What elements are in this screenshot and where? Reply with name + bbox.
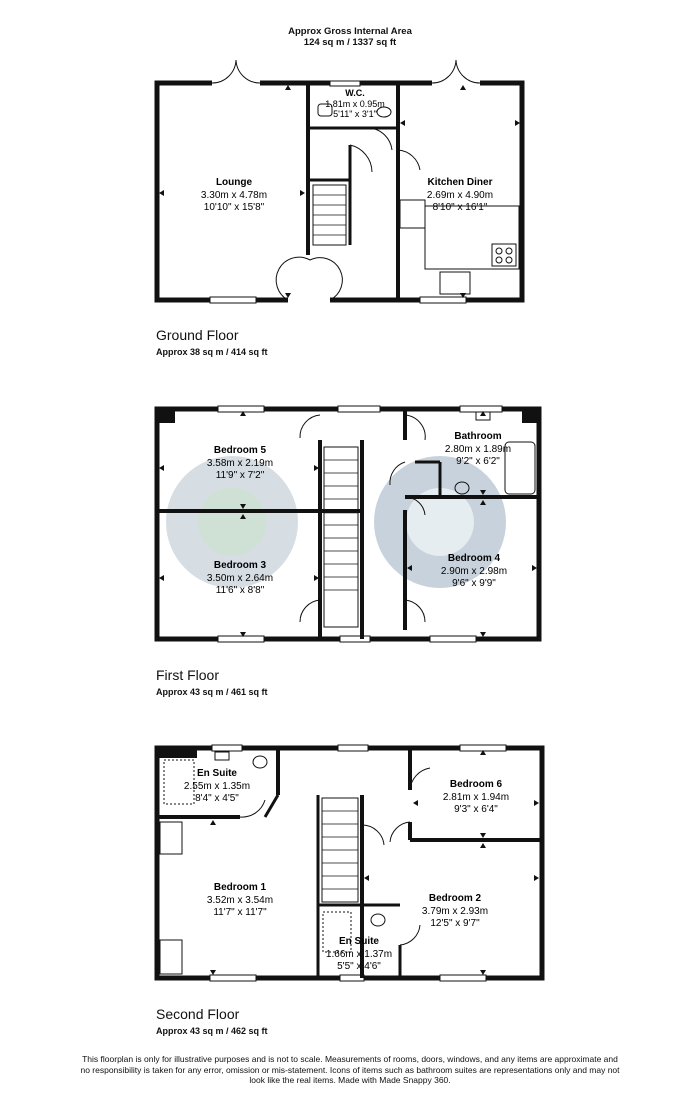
room-name: Bedroom 6 xyxy=(449,779,503,790)
room-name: Bedroom 1 xyxy=(213,882,267,893)
room-metric: 2.69m x 4.90m xyxy=(426,190,494,201)
room-metric: 2.81m x 1.94m xyxy=(442,792,510,803)
room-name: Bathroom xyxy=(454,431,502,442)
room-imperial: 9'2" x 6'2" xyxy=(456,456,500,467)
room-imperial: 8'10" x 16'1" xyxy=(432,202,488,213)
room-metric: 2.55m x 1.35m xyxy=(183,781,251,792)
room-name: Bedroom 2 xyxy=(428,893,482,904)
gross-area-title: Approx Gross Internal Area xyxy=(288,26,412,37)
room-imperial: 5'5" x 4'6" xyxy=(337,961,381,972)
room-name: W.C. xyxy=(345,88,365,98)
gross-area-value: 124 sq m / 1337 sq ft xyxy=(303,37,397,48)
floor-area: Approx 43 sq m / 461 sq ft xyxy=(156,687,268,697)
room-imperial: 11'7" x 11'7" xyxy=(213,907,267,918)
room-imperial: 12'5" x 9'7" xyxy=(430,918,480,929)
room-imperial: 9'3" x 6'4" xyxy=(454,804,498,815)
room-metric: 1.66m x 1.37m xyxy=(325,949,393,960)
room-imperial: 9'6" x 9'9" xyxy=(452,578,496,589)
room-imperial: 11'9" x 7'2" xyxy=(215,470,265,481)
floor-title: Second Floor xyxy=(156,1006,240,1022)
floor-area: Approx 38 sq m / 414 sq ft xyxy=(156,347,268,357)
room-name: Lounge xyxy=(215,177,253,188)
floor-area: Approx 43 sq m / 462 sq ft xyxy=(156,1026,268,1036)
disclaimer: This floorplan is only for illustrative purposes and is not to scale. Measurements of rooms, doors, windows, and any items are approximate and no responsibility is taken for any error, omission or mis-statement. Icons of items such as bathroom suites are representations only and may not look like the real items. Made with Made Snappy 360. xyxy=(80,1054,620,1085)
room-metric: 2.90m x 2.98m xyxy=(440,566,508,577)
floor-title: Ground Floor xyxy=(156,327,239,343)
room-name: Bedroom 5 xyxy=(213,445,267,456)
room-name: En Suite xyxy=(338,936,380,947)
room-metric: 3.30m x 4.78m xyxy=(200,190,268,201)
room-name: Bedroom 4 xyxy=(447,553,501,564)
room-metric: 3.50m x 2.64m xyxy=(206,573,274,584)
room-metric: 3.79m x 2.93m xyxy=(421,906,489,917)
floor-title: First Floor xyxy=(156,667,219,683)
room-metric: 3.52m x 3.54m xyxy=(206,895,274,906)
room-name: Bedroom 3 xyxy=(213,560,267,571)
room-imperial: 11'6" x 8'8" xyxy=(215,585,265,596)
room-name: En Suite xyxy=(196,768,238,779)
room-metric: 1.81m x 0.95m xyxy=(325,99,385,109)
room-imperial: 5'11" x 3'1" xyxy=(333,109,377,119)
room-metric: 2.80m x 1.89m xyxy=(444,444,512,455)
room-metric: 3.58m x 2.19m xyxy=(206,458,274,469)
room-imperial: 8'4" x 4'5" xyxy=(195,793,239,804)
room-imperial: 10'10" x 15'8" xyxy=(203,202,265,213)
room-name: Kitchen Diner xyxy=(427,177,493,188)
